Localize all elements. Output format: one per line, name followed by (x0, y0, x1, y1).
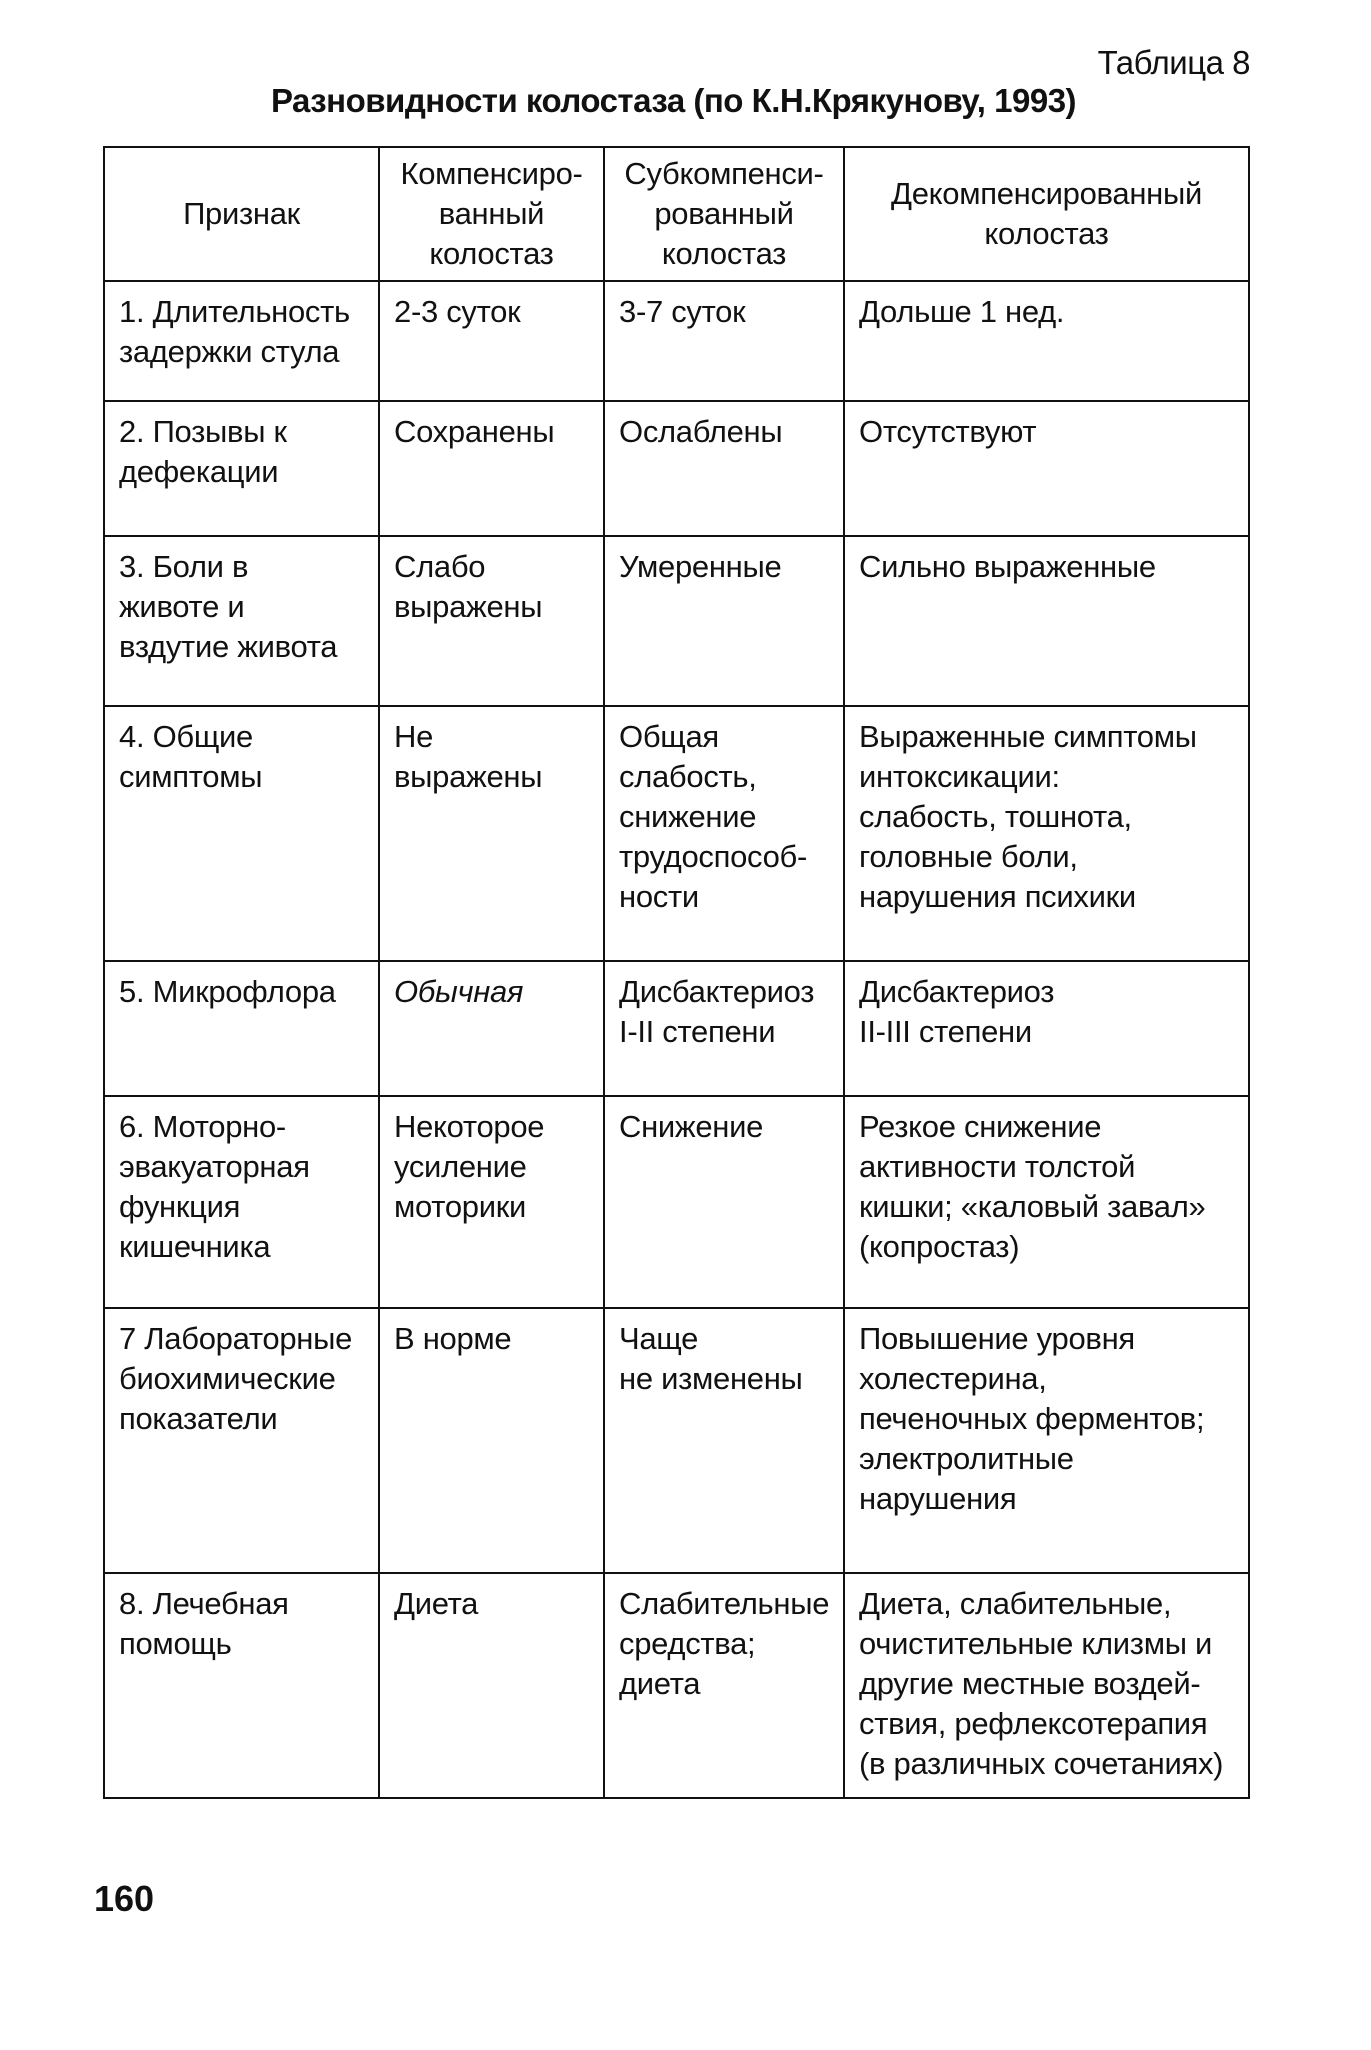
row-5-decompensated: Дисбактериоз II-III степени (844, 961, 1249, 1096)
row-4-decompensated: Выраженные симптомы интоксикации: слабость, тошнота, головные боли, нарушения психики (844, 706, 1249, 961)
table-row (104, 281, 1249, 401)
row-6-subcompensated: Снижение (604, 1096, 844, 1308)
table-row (104, 401, 1249, 536)
row-3-compensated: Слабо выражены (379, 536, 604, 706)
table-row (104, 1096, 1249, 1308)
row-1-compensated: 2-3 суток (379, 281, 604, 401)
row-3-criterion: 3. Боли в животе и вздутие живота (104, 536, 379, 706)
header-subcompensated: Субкомпенси- рованный колостаз (604, 147, 844, 281)
row-3-subcompensated: Умеренные (604, 536, 844, 706)
row-6-criterion: 6. Моторно- эвакуаторная функция кишечника (104, 1096, 379, 1308)
row-2-criterion: 2. Позывы к дефекации (104, 401, 379, 536)
table-header-row (104, 147, 1249, 281)
row-4-criterion: 4. Общие симптомы (104, 706, 379, 961)
table-row (104, 961, 1249, 1096)
row-2-decompensated: Отсутствуют (844, 401, 1249, 536)
row-5-compensated: Обычная (379, 961, 604, 1096)
table-number: Таблица 8 (1097, 44, 1250, 81)
header-criterion: Признак (104, 147, 379, 281)
row-3-decompensated: Сильно выраженные (844, 536, 1249, 706)
row-7-compensated: В норме (379, 1308, 604, 1573)
table-title (0, 82, 1371, 120)
row-6-compensated: Некоторое усиление моторики (379, 1096, 604, 1308)
row-2-compensated: Сохранены (379, 401, 604, 536)
row-7-decompensated: Повышение уровня холестерина, печеночных ферментов; электролитные нарушения (844, 1308, 1249, 1573)
row-8-criterion: 8. Лечебная помощь (104, 1573, 379, 1798)
table-row (104, 536, 1249, 706)
row-6-decompensated: Резкое снижение активности толстой кишки; «каловый завал» (копростаз) (844, 1096, 1249, 1308)
row-1-criterion: 1. Длительность задержки стула (104, 281, 379, 401)
row-4-compensated: Не выражены (379, 706, 604, 961)
row-8-decompensated: Диета, слабительные, очистительные клизмы и другие местные воздей- ствия, рефлексотерапия (в различных сочетаниях) (844, 1573, 1249, 1798)
table-row (104, 1573, 1249, 1798)
row-5-subcompensated: Дисбактериоз I-II степени (604, 961, 844, 1096)
colostasis-table (103, 146, 1250, 1799)
table-row (104, 1308, 1249, 1573)
page-number: 160 (94, 1878, 155, 1919)
row-2-subcompensated: Ослаблены (604, 401, 844, 536)
row-1-subcompensated: 3-7 суток (604, 281, 844, 401)
row-8-compensated: Диета (379, 1573, 604, 1798)
table-row (104, 706, 1249, 961)
row-5-criterion: 5. Микрофлора (104, 961, 379, 1096)
row-7-subcompensated: Чаще не изменены (604, 1308, 844, 1573)
row-1-decompensated: Дольше 1 нед. (844, 281, 1249, 401)
table-title-text: Разновидности колостаза (по К.Н.Крякунову, 1993) (270, 82, 1077, 119)
row-4-subcompensated: Общая слабость, снижение трудоспособ- ности (604, 706, 844, 961)
header-decompensated: Декомпенсированный колостаз (844, 147, 1249, 281)
row-7-criterion: 7 Лабораторные биохимические показатели (104, 1308, 379, 1573)
header-compensated: Компенсиро- ванный колостаз (379, 147, 604, 281)
row-8-subcompensated: Слабительные средства; диета (604, 1573, 844, 1798)
